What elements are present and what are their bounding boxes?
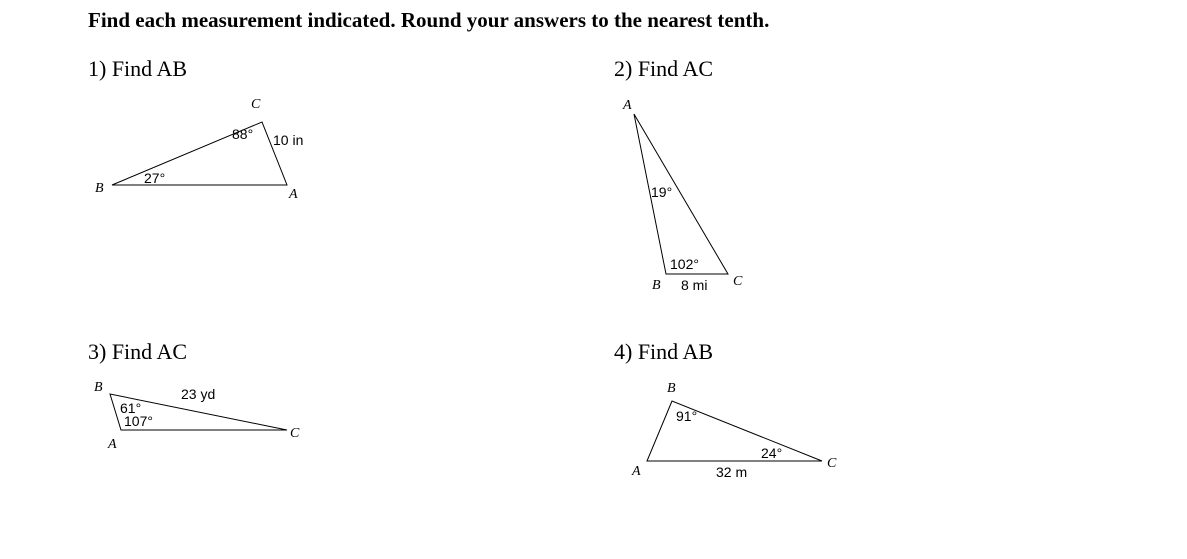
triangle-2-vertex-c: C [733,274,743,289]
problem-1-title: 1) Find AB [88,56,188,81]
triangle-4-angle-b: 91° [676,408,698,424]
problem-2-title: 2) Find AC [614,56,714,81]
triangle-4-shape [647,401,822,461]
triangle-4-angle-c: 24° [761,445,783,461]
triangle-1-vertex-a: A [289,187,298,202]
problem-3-title: 3) Find AC [88,339,188,364]
triangle-1-shape [112,122,287,185]
triangle-4 [631,381,837,480]
triangle-2-angle-b: 102° [670,256,699,272]
triangle-3-vertex-a: A [108,437,117,452]
triangle-1 [95,97,303,202]
triangle-3 [94,380,300,452]
instructions: Find each measurement indicated. Round your answers to the nearest tenth. [88,8,770,32]
triangle-3-side: 23 yd [181,386,216,402]
triangle-2-angle-a: 19° [651,184,673,200]
problem-4-title: 4) Find AB [614,339,714,364]
triangle-4-vertex-a: A [632,464,641,479]
triangle-2-vertex-a: A [623,98,632,113]
triangle-3-angle-a: 107° [124,413,153,429]
triangle-1-angle-c: 88° [232,126,254,142]
triangle-1-angle-b: 27° [144,170,166,186]
triangle-2-side: 8 mi [681,277,708,293]
triangle-3-angle-b: 61° [120,400,142,416]
triangle-4-vertex-c: C [827,456,837,471]
triangle-4-side: 32 m [716,464,748,480]
triangle-1-side: 10 in [273,132,304,148]
triangle-2-vertex-b: B [652,278,661,293]
triangle-4-vertex-b: B [667,381,676,396]
triangle-2 [622,98,743,293]
triangle-3-vertex-c: C [290,426,300,441]
triangle-1-vertex-b: B [95,181,104,196]
triangle-1-vertex-c: C [251,97,261,112]
triangle-2-shape [634,114,728,274]
triangle-3-vertex-b: B [94,380,103,395]
